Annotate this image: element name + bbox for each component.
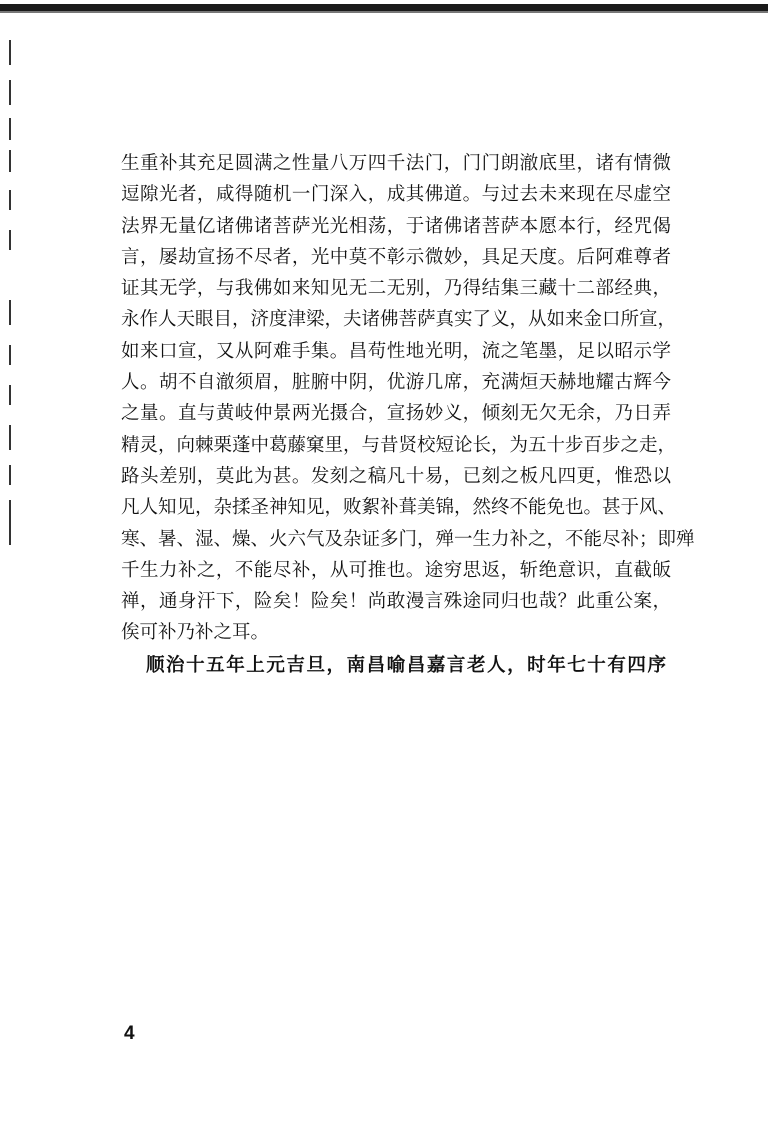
- scan-edge-mark: [9, 425, 11, 450]
- text-line: 永作人天眼目，济度津梁，夫诸佛菩萨真实了义，从如来金口所宣，: [121, 309, 677, 331]
- text-line: 精灵，向棘栗蓬中葛藤窠里，与昔贤校短论长，为五十步百步之走，: [121, 434, 677, 456]
- scan-edge-mark: [9, 150, 11, 172]
- text-line: 俟可补乃补之耳。: [121, 622, 270, 644]
- page-top-border: [0, 4, 768, 11]
- text-line: 千生力补之，不能尽补，从可推也。途穷思返，斩绝意识，直截皈: [121, 559, 671, 581]
- preface-body: [121, 148, 695, 649]
- page-top-border-shadow: [0, 11, 768, 13]
- text-line: 凡人知见，杂揉圣神知见，败絮补葺美锦，然终不能免也。甚于风、: [121, 497, 677, 519]
- text-line: 禅，通身汗下，险矣！险矣！尚敢漫言殊途同归也哉？此重公案，: [121, 591, 671, 613]
- text-line: 生重补其充足圆满之性量八万四千法门，门门朗澈底里，诸有情微: [121, 153, 671, 174]
- scan-edge-mark: [9, 80, 11, 105]
- scan-edge-mark: [9, 190, 11, 210]
- text-line: 路头差别，莫此为甚。发刻之稿凡十易，已刻之板凡四更，惟恐以: [121, 465, 671, 487]
- text-line: 之量。直与黄岐仲景两光摄合，宣扬妙义，倾刻无欠无余，乃日弄: [121, 403, 671, 425]
- scan-edge-mark: [9, 345, 11, 365]
- text-line: 如来口宣，又从阿难手集。昌苟性地光明，流之笔墨，足以昭示学: [121, 340, 671, 362]
- scan-edge-mark: [9, 40, 11, 65]
- scan-edge-mark: [9, 300, 11, 325]
- scan-edge-mark: [9, 385, 11, 405]
- text-line: 逗隙光者，咸得随机一门深入，成其佛道。与过去未来现在尽虚空: [121, 184, 671, 206]
- scan-edge-mark: [9, 230, 11, 250]
- scan-edge-mark: [9, 465, 11, 485]
- preface-signature: 顺治十五年上元吉旦，南昌喻昌嘉言老人，时年七十有四序: [146, 655, 666, 676]
- text-line: 言，屡劫宣扬不尽者，光中莫不彰示微妙，具足天度。后阿难尊者: [121, 246, 671, 268]
- text-line: 证其无学，与我佛如来知见无二无别，乃得结集三藏十二部经典，: [121, 278, 671, 300]
- page-number: 4: [124, 1023, 135, 1044]
- scan-edge-mark: [9, 500, 11, 545]
- text-line: 法界无量亿诸佛诸菩萨光光相荡，于诸佛诸菩萨本愿本行，经咒偈: [121, 215, 671, 237]
- text-line: 寒、暑、湿、燥、火六气及杂证多门，殚一生力补之，不能尽补；即殚: [121, 528, 695, 550]
- text-line: 人。胡不自澈须眉，脏腑中阴，优游几席，充满烜天赫地耀古辉今: [121, 372, 671, 394]
- scan-edge-mark: [9, 118, 11, 140]
